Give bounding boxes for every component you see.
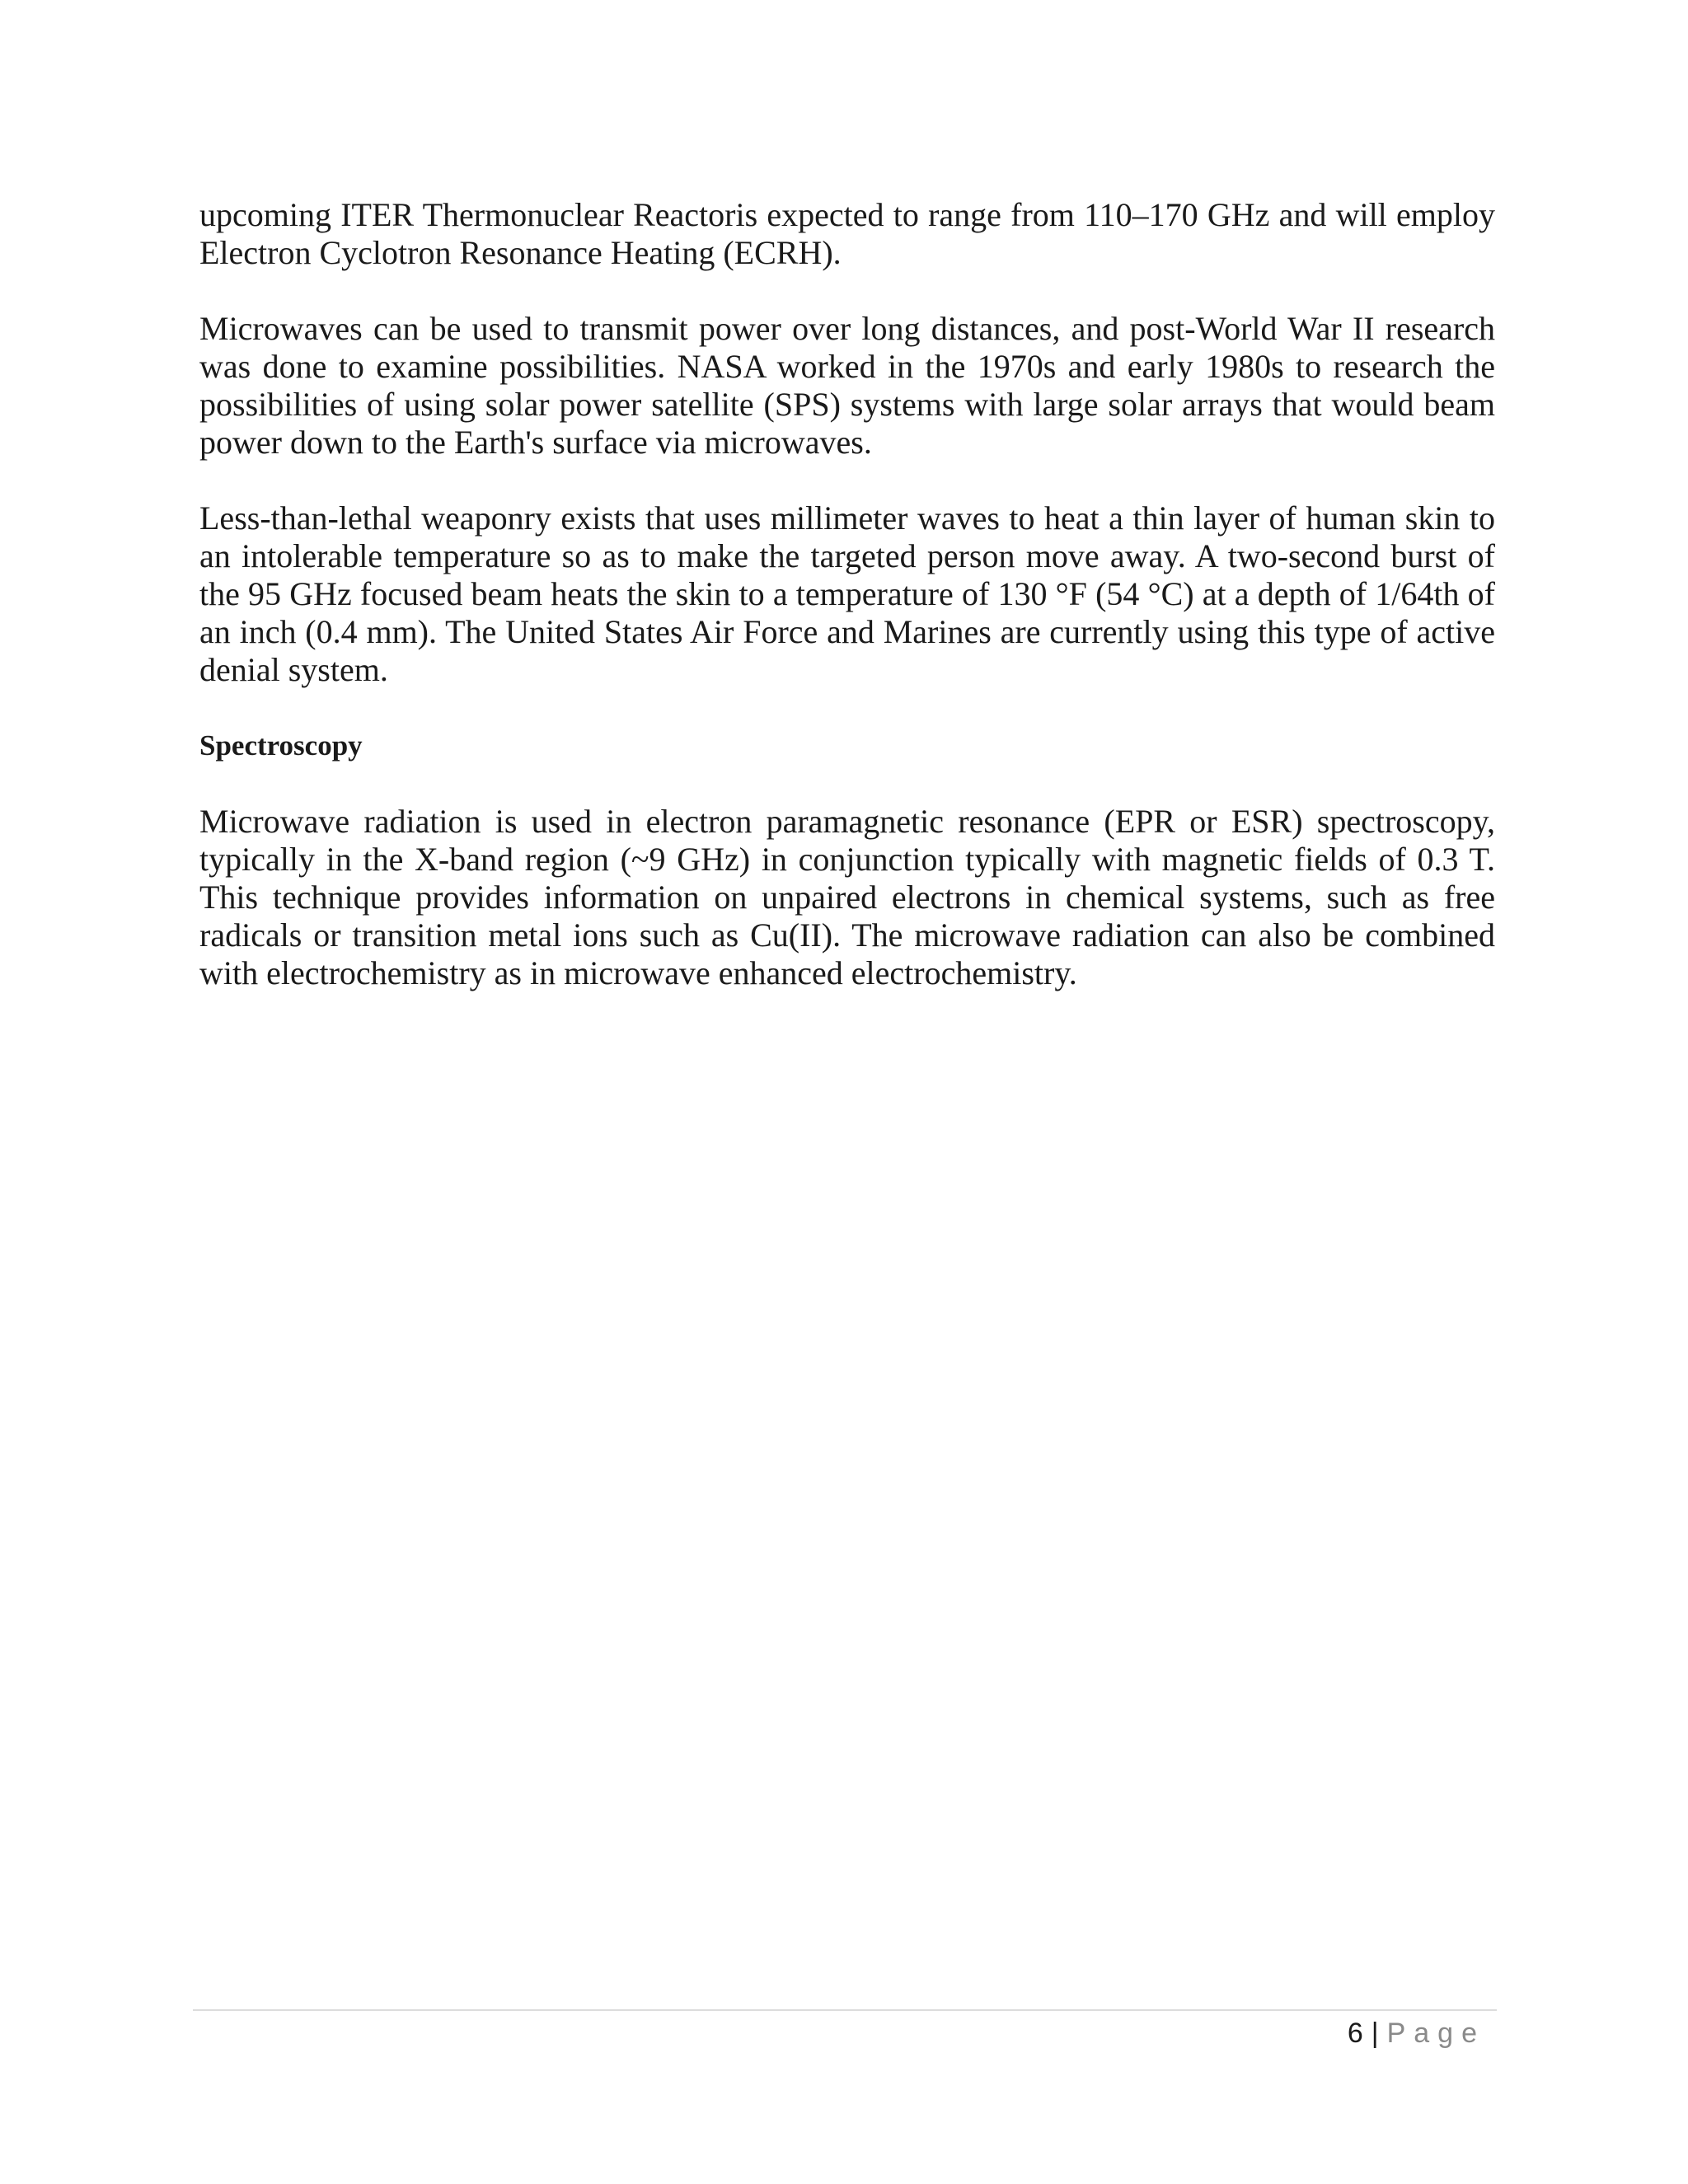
section-heading-spectroscopy: Spectroscopy <box>199 729 363 762</box>
footer-divider <box>193 2009 1497 2011</box>
paragraph-spectroscopy: Microwave radiation is used in electron paramagnetic resonance (EPR or ESR) spectroscopy, typically in the X-band region (~9 GHz) in conjunction typically with magnetic fields of 0.3 T. This technique provides information on unpaired electrons in chemical systems, such as free radicals or transition metal ions such as Cu(II). The microwave radiation can also be combined with electrochemistry as in microwave enhanced electrochemistry. <box>199 803 1495 991</box>
page-number: 6 <box>1347 2018 1363 2049</box>
page-label: Page <box>1386 2018 1485 2049</box>
paragraph-power-transmission: Microwaves can be used to transmit power over long distances, and post-World War II research was done to examine possibilities. NASA worked in the 1970s and early 1980s to research the possibilities of using solar power satellite (SPS) systems with large solar arrays that would beam power down to the Earth's surface via microwaves. <box>199 310 1495 461</box>
page-body <box>199 196 1495 1030</box>
footer-separator: | <box>1371 2018 1379 2049</box>
paragraph-iter-ecrh: upcoming ITER Thermonuclear Reactoris expected to range from 110–170 GHz and will employ Electron Cyclotron Resonance Heating (ECRH). <box>199 196 1495 271</box>
page-footer <box>1348 2013 1485 2054</box>
paragraph-active-denial: Less-than-lethal weaponry exists that uses millimeter waves to heat a thin layer of human skin to an intolerable temperature so as to make the targeted person move away. A two-second burst of the 95 GHz focused beam heats the skin to a temperature of 130 °F (54 °C) at a depth of 1/64th of an inch (0.4 mm). The United States Air Force and Marines are currently using this type of active denial system. <box>199 499 1495 688</box>
